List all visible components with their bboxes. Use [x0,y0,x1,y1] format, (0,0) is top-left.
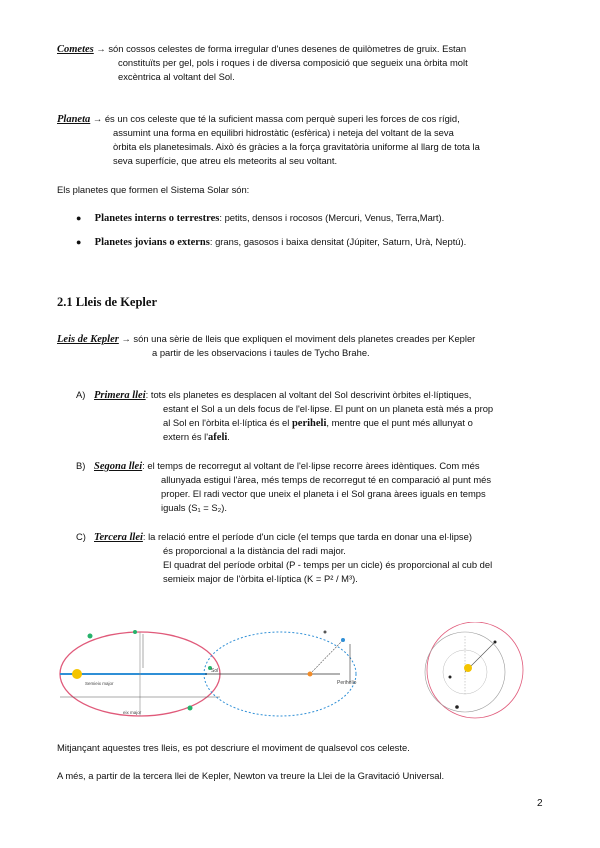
planeta-term: Planeta [57,114,91,125]
list-item [76,235,466,250]
periheli-term: periheli [291,418,327,429]
law-line [163,416,473,431]
sun-icon [464,664,472,672]
third-law-figure [425,622,523,718]
law-line [163,430,230,445]
cometes-definition [57,42,466,57]
list-item-text: : grans, gasosos i baixa densitat (Júpiter, Saturn, Urà, Neptú). [209,236,467,247]
law-term: Primera llei [94,390,146,401]
kepler-line: són una sèrie de lleis que expliquen el moviment dels planetes creades per Kepler [133,333,476,344]
planet-icon [494,641,497,644]
planeta-line: òrbita els planetesimals. Això és gràcies a la força gravitatòria uniforme al llarg de tota la [113,141,480,152]
arrow: → [121,333,131,344]
law-line: : tots els planetes es desplacen al voltant del Sol descrivint òrbites el·líptiques, [145,389,472,400]
planeta-line: seva superfície, que atreu els meteorits al seu voltant. [113,155,338,166]
list-item-text: : petits, densos i rocosos (Mercuri, Venus, Terra,Mart). [219,212,445,223]
law-marker: A) [76,389,86,400]
orbit-circle [427,622,523,718]
kepler-diagrams [55,622,550,722]
perihelion-label: Perihelio [337,680,357,686]
semi-axis-label: Semieix major [85,681,114,686]
sun-label: Sol [211,668,219,674]
law-line: allunyada estigui l'àrea, més temps de recorregut té en comparació al punt més [161,474,492,485]
planet-icon [455,705,459,709]
radius-vector [310,640,343,674]
closing-text: Mitjançant aquestes tres lleis, es pot descriure el moviment de qualsevol cos celeste. [57,742,410,753]
sun-icon [308,672,313,677]
sun-icon [72,669,82,679]
cometes-term: Cometes [57,44,94,55]
bullet-icon: ● [76,213,82,223]
planeta-line: és un cos celeste que té la suficient massa com perquè superi les forces de cos rígid, [104,113,460,124]
planet-icon [324,631,327,634]
closing-text: A més, a partir de la tercera llei de Kepler, Newton va treure la Llei de la Gravitació Universal. [57,770,445,781]
planet-icon [88,634,93,639]
law-line: El quadrat del període orbital (P - temps per un cicle) és proporcional al cub del [163,559,493,570]
law-term: Segona llei [94,461,143,472]
cometes-line: excèntrica al voltant del Sol. [118,71,235,82]
law-text: al Sol en l'òrbita el·líptica és el [163,417,292,428]
second-law-figure [204,631,357,717]
law-marker: B) [76,460,86,471]
law-line: : el temps de recorregut al voltant de l'el·lipse recorre àrees idèntiques. Com més [142,460,480,471]
kepler-term: Leis de Kepler [57,334,119,345]
planeta-definition [57,112,460,127]
kepler-line: a partir de les observacions i taules de Tycho Brahe. [152,347,370,358]
cometes-line: són cossos celestes de forma irregular d'unes desenes de quilòmetres de gruix. Estan [108,43,467,54]
planet-icon [449,676,452,679]
list-item-term: Planetes interns o terrestres [94,213,220,224]
law-line: estant el Sol a un dels focus de l'el·lipse. El punt on un planeta està més a prop [163,403,494,414]
afeli-term: afeli [208,432,228,443]
law-first [94,388,471,403]
cometes-line: constituïts per gel, pols i roques i de diversa composició que segueix una òrbita molt [118,57,468,68]
law-line: : la relació entre el període d'un cicle (el temps que tarda en donar una el·lipse) [142,531,472,542]
law-marker: C) [76,531,86,542]
law-text: . [227,431,230,442]
planet-icon [341,638,345,642]
major-axis-label: eix major [123,710,142,715]
planets-intro: Els planetes que formen el Sistema Solar són: [57,184,250,195]
kepler-definition [57,332,475,347]
law-line: proper. El radi vector que uneix el planeta i el Sol grana àrees iguals en temps [161,488,486,499]
law-text: extern és l' [163,431,209,442]
arrow: → [92,113,103,124]
list-item [76,211,444,226]
planeta-line: assumint una forma en equilibri hidrostàtic (esfèrica) i neteja del voltant de la seva [113,127,454,138]
list-item-term: Planetes jovians o externs [94,237,210,248]
section-title: 2.1 Lleis de Kepler [57,295,157,309]
law-third [94,530,472,545]
law-term: Tercera llei [94,532,143,543]
page-number: 2 [537,798,543,809]
law-second [94,459,480,474]
arrow: → [96,43,106,54]
law-line: semieix major de l'òrbita el·líptica (K = P² / M³). [163,573,358,584]
law-line: és proporcional a la distància del radi major. [163,545,346,556]
planet-icon [133,630,137,634]
planet-icon [188,706,193,711]
law-text: , mentre que el punt més allunyat o [326,417,473,428]
bullet-icon: ● [76,237,82,247]
law-line: iguals (S₁ = S₂). [161,502,227,513]
first-law-figure [60,630,220,716]
